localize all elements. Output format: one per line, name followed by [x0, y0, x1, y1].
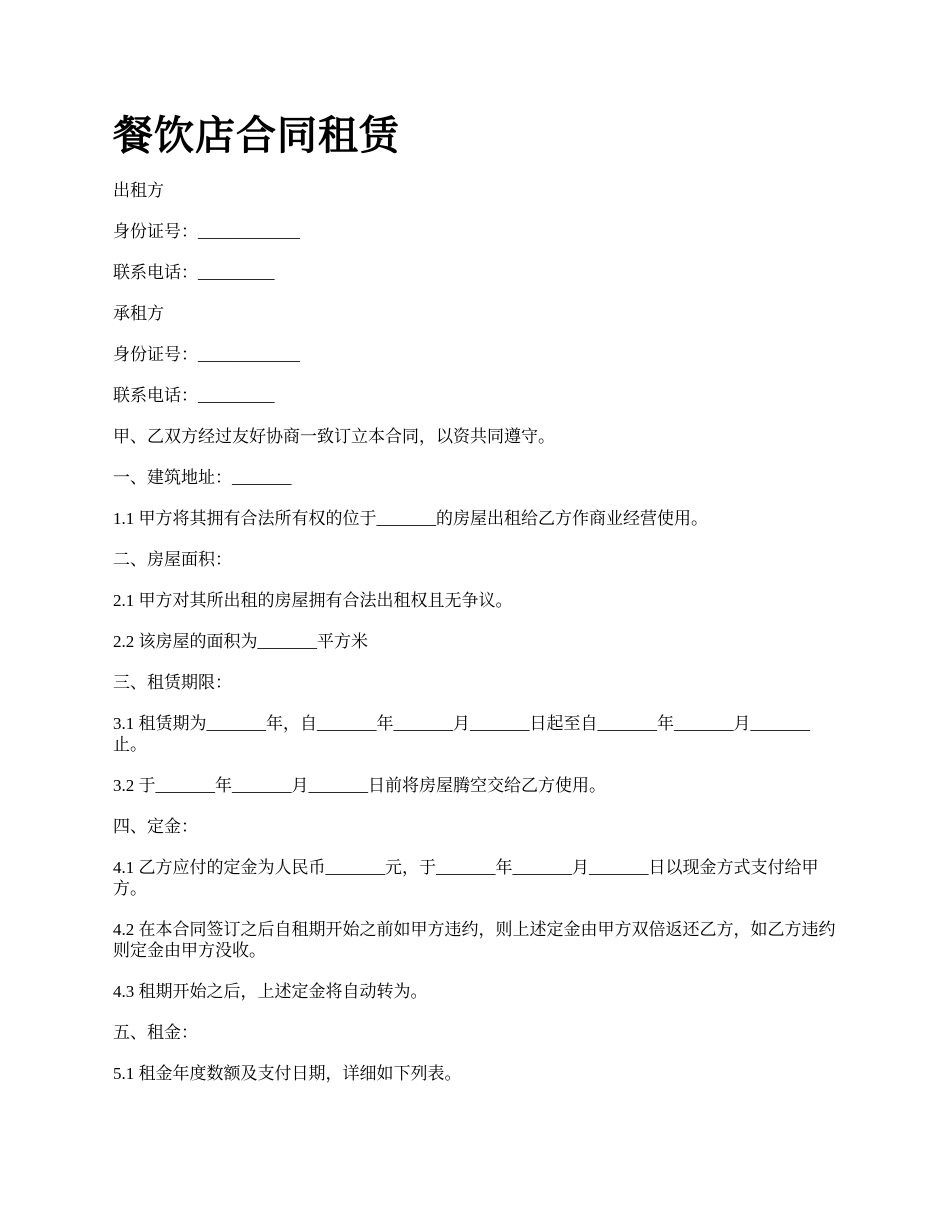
paragraph-lessee-id: 身份证号：____________ — [113, 345, 300, 364]
clause-1-1: 1.1 甲方将其拥有合法所有权的位于_______的房屋出租给乙方作商业经营使用。 — [113, 509, 708, 528]
section-heading-address: 一、建筑地址：_______ — [113, 468, 292, 487]
paragraph-agreement-intro: 甲、乙双方经过友好协商一致订立本合同，以资共同遵守。 — [113, 427, 555, 446]
paragraph-lessee-phone: 联系电话：_________ — [113, 386, 275, 405]
clause-2-1: 2.1 甲方对其所出租的房屋拥有合法出租权且无争议。 — [113, 591, 513, 610]
section-heading-area: 二、房屋面积： — [113, 550, 232, 569]
document-body — [113, 180, 838, 1084]
document-page — [113, 0, 838, 1104]
paragraph-lessor-heading: 出租方 — [113, 181, 164, 200]
section-heading-deposit: 四、定金： — [113, 817, 198, 836]
paragraph-lessee-heading: 承租方 — [113, 304, 164, 323]
clause-5-1: 5.1 租金年度数额及支付日期，详细如下列表。 — [113, 1064, 462, 1083]
clause-4-2: 4.2 在本合同签订之后自租期开始之前如甲方违约，则上述定金由甲方双倍返还乙方，如乙方违约则定金由甲方没收。 — [113, 920, 836, 960]
section-heading-rent: 五、租金： — [113, 1023, 198, 1042]
clause-3-1: 3.1 租赁期为_______年，自_______年_______月_______日起至自_______年_______月_______止。 — [113, 714, 810, 754]
clause-4-1: 4.1 乙方应付的定金为人民币_______元，于_______年_______月_______日以现金方式支付给甲方。 — [113, 858, 819, 898]
paragraph-lessor-id: 身份证号：____________ — [113, 222, 300, 241]
clause-2-2: 2.2 该房屋的面积为_______平方米 — [113, 632, 368, 651]
clause-3-2: 3.2 于_______年_______月_______日前将房屋腾空交给乙方使用。 — [113, 776, 606, 795]
document-title: 餐饮店合同租赁 — [113, 113, 400, 158]
paragraph-lessor-phone: 联系电话：_________ — [113, 263, 275, 282]
clause-4-3: 4.3 租期开始之后，上述定金将自动转为。 — [113, 982, 428, 1001]
section-heading-term: 三、租赁期限： — [113, 673, 232, 692]
